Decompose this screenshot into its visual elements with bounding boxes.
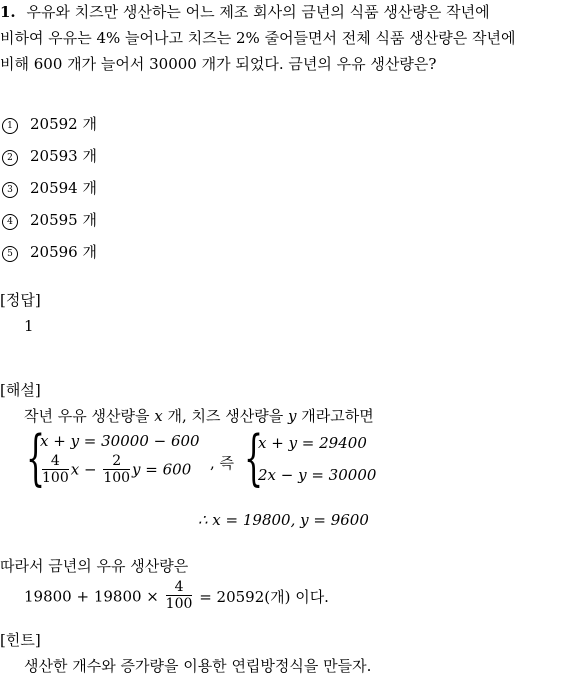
choice-text: 20595 개 (30, 211, 97, 229)
equation-term: y = 600 (132, 460, 192, 479)
explanation-heading: [해설] (0, 381, 41, 399)
choice-1[interactable] (2, 114, 97, 134)
system1-equation-1: x + y = 30000 − 600 (40, 432, 200, 450)
choice-number-4: 4 (2, 214, 18, 230)
hint-heading: [힌트] (0, 631, 41, 649)
intro-text-c: 개라고하면 (296, 407, 374, 425)
answer-value: 1 (24, 317, 34, 335)
explanation-intro (24, 406, 374, 426)
denominator: 100 (42, 470, 69, 486)
choice-4[interactable] (2, 210, 97, 230)
intro-text-a: 작년 우유 생산량을 (24, 407, 155, 425)
conclusion-text: 따라서 금년의 우유 생산량은 (0, 557, 189, 575)
numerator: 4 (50, 453, 60, 469)
left-brace-1: { (26, 424, 46, 494)
system2-equation-1: x + y = 29400 (258, 434, 367, 452)
connector-text: , 즉 (210, 454, 235, 472)
question-number: 1. (0, 3, 16, 21)
choice-number-3: 3 (2, 182, 18, 198)
system1-equation-2 (40, 454, 191, 487)
choice-text: 20594 개 (30, 179, 97, 197)
equation-term: x − (70, 460, 97, 479)
question-line-1 (0, 2, 490, 22)
calculation-line (24, 580, 329, 613)
numerator: 2 (112, 453, 122, 469)
therefore-line: ∴ x = 19800, y = 9600 (198, 511, 369, 529)
choice-number-2: 2 (2, 150, 18, 166)
choice-5[interactable] (2, 242, 97, 262)
choice-number-5: 5 (2, 246, 18, 262)
calc-text-a: 19800 + 19800 × (24, 587, 159, 606)
choice-2[interactable] (2, 146, 97, 166)
fraction (103, 454, 130, 487)
hint-text: 생산한 개수와 증가량을 이용한 연립방정식을 만들자. (24, 657, 372, 675)
intro-text-b: 개, 치즈 생산량을 (162, 407, 288, 425)
choice-text: 20596 개 (30, 243, 97, 261)
choice-text: 20593 개 (30, 147, 97, 165)
numerator: 4 (174, 579, 184, 595)
system2-equation-2: 2x − y = 30000 (258, 466, 377, 484)
calc-text-b: = 20592(개) 이다. (199, 588, 329, 606)
choice-number-1: 1 (2, 118, 18, 134)
question-text-2: 비하여 우유는 4% 늘어나고 치즈는 2% 줄어들면서 전체 식품 생산량은 작년에 (0, 29, 516, 47)
answer-heading: [정답] (0, 291, 41, 309)
fraction (42, 454, 69, 487)
question-text-1: 우유와 치즈만 생산하는 어느 제조 회사의 금년의 식품 생산량은 작년에 (26, 3, 490, 21)
denominator: 100 (165, 596, 193, 612)
fraction (166, 580, 193, 613)
choice-text: 20592 개 (30, 115, 97, 133)
variable-y: y (287, 407, 297, 425)
denominator: 100 (103, 470, 131, 486)
choice-3[interactable] (2, 178, 97, 198)
left-brace-2: { (244, 424, 264, 494)
question-text-3: 비해 600 개가 늘어서 30000 개가 되었다. 금년의 우유 생산량은? (0, 55, 437, 73)
variable-x: x (154, 407, 163, 425)
